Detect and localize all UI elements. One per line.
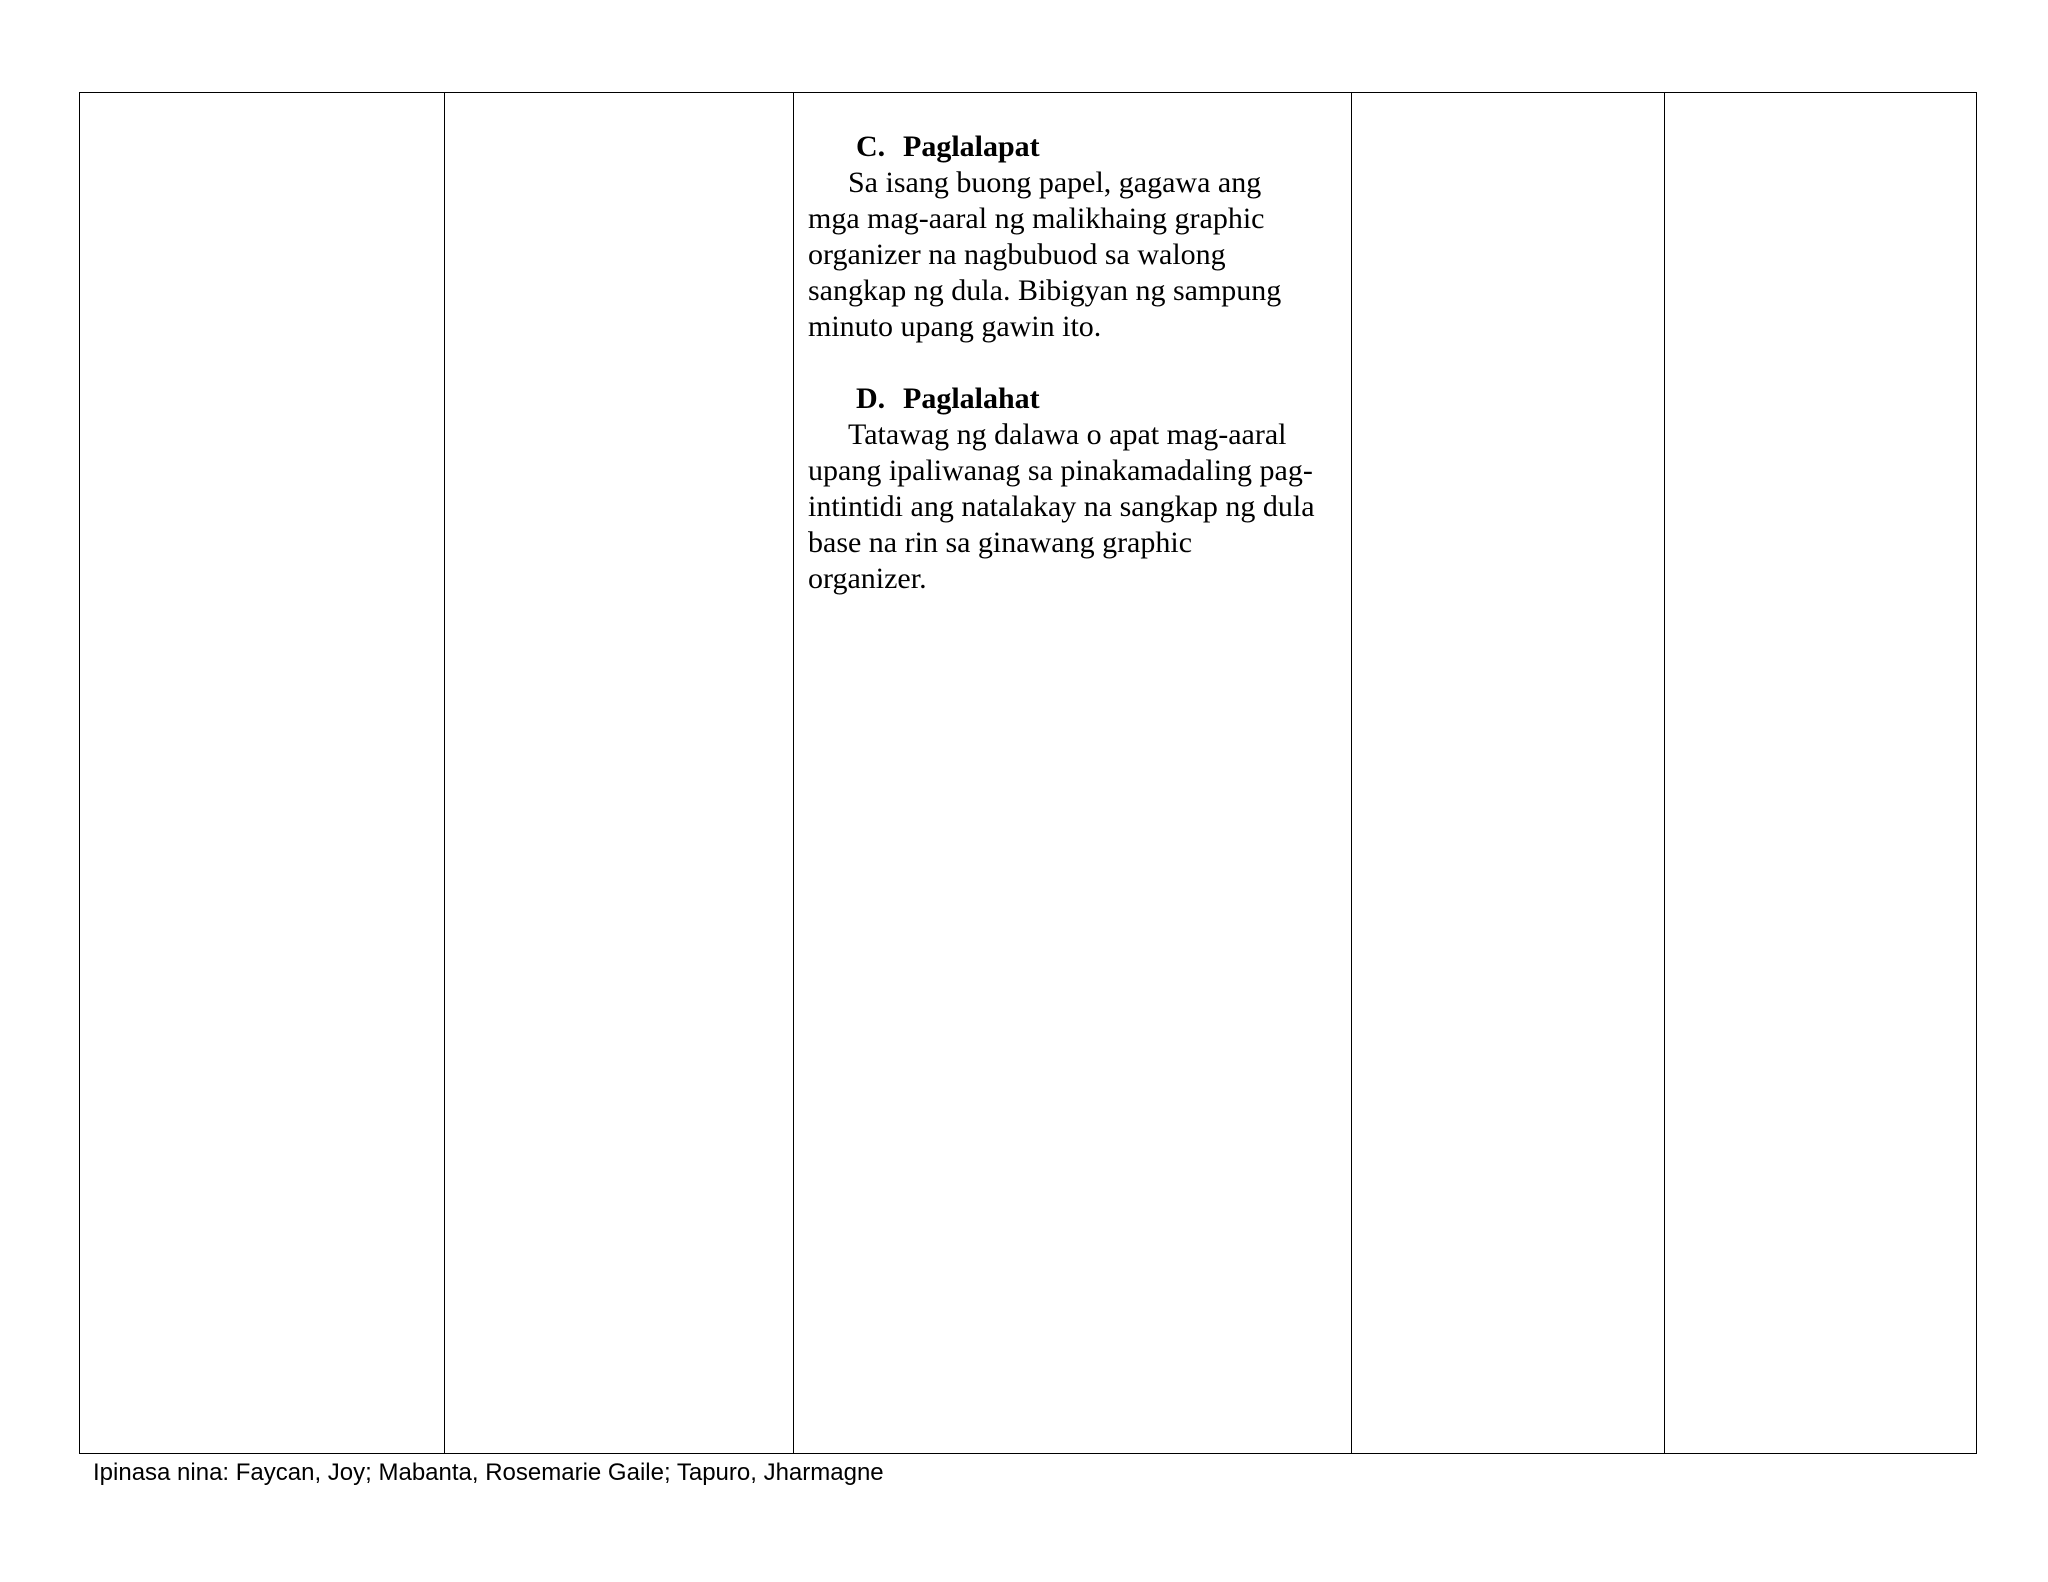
text-line: mga mag-aaral ng malikhaing graphic	[808, 202, 1265, 235]
section-title: Paglalapat	[903, 130, 1040, 163]
table-cell-empty	[1352, 93, 1665, 1454]
section-title: Paglalahat	[903, 382, 1040, 415]
table-cell-procedure	[794, 93, 1352, 1454]
table-cell-empty	[80, 93, 445, 1454]
text-line: minuto upang gawin ito.	[808, 310, 1102, 343]
submitted-by-footer: Ipinasa nina: Faycan, Joy; Mabanta, Rosemarie Gaile; Tapuro, Jharmagne	[93, 1459, 884, 1486]
text-line: intintidi ang natalakay na sangkap ng dula	[808, 490, 1315, 523]
text-line: Tatawag ng dalawa o apat mag-aaral	[848, 418, 1287, 451]
procedure-content	[794, 93, 1351, 597]
section-heading-paglalahat	[808, 381, 1337, 417]
text-line: organizer.	[808, 562, 927, 595]
table-cell-empty	[445, 93, 794, 1454]
lesson-plan-table	[79, 92, 1977, 1454]
text-line: upang ipaliwanag sa pinakamadaling pag-	[808, 454, 1313, 487]
section-spacer	[808, 345, 1337, 381]
section-heading-paglalapat	[808, 129, 1337, 165]
section-body-paglalahat	[808, 417, 1337, 597]
section-letter: C.	[856, 130, 886, 163]
table-row	[80, 93, 1977, 1454]
table-cell-empty	[1665, 93, 1977, 1454]
text-line: sangkap ng dula. Bibigyan ng sampung	[808, 274, 1282, 307]
text-line: organizer na nagbubuod sa walong	[808, 238, 1226, 271]
section-body-paglalapat	[808, 165, 1337, 345]
text-line: base na rin sa ginawang graphic	[808, 526, 1193, 559]
section-letter: D.	[856, 382, 886, 415]
text-line: Sa isang buong papel, gagawa ang	[848, 166, 1262, 199]
